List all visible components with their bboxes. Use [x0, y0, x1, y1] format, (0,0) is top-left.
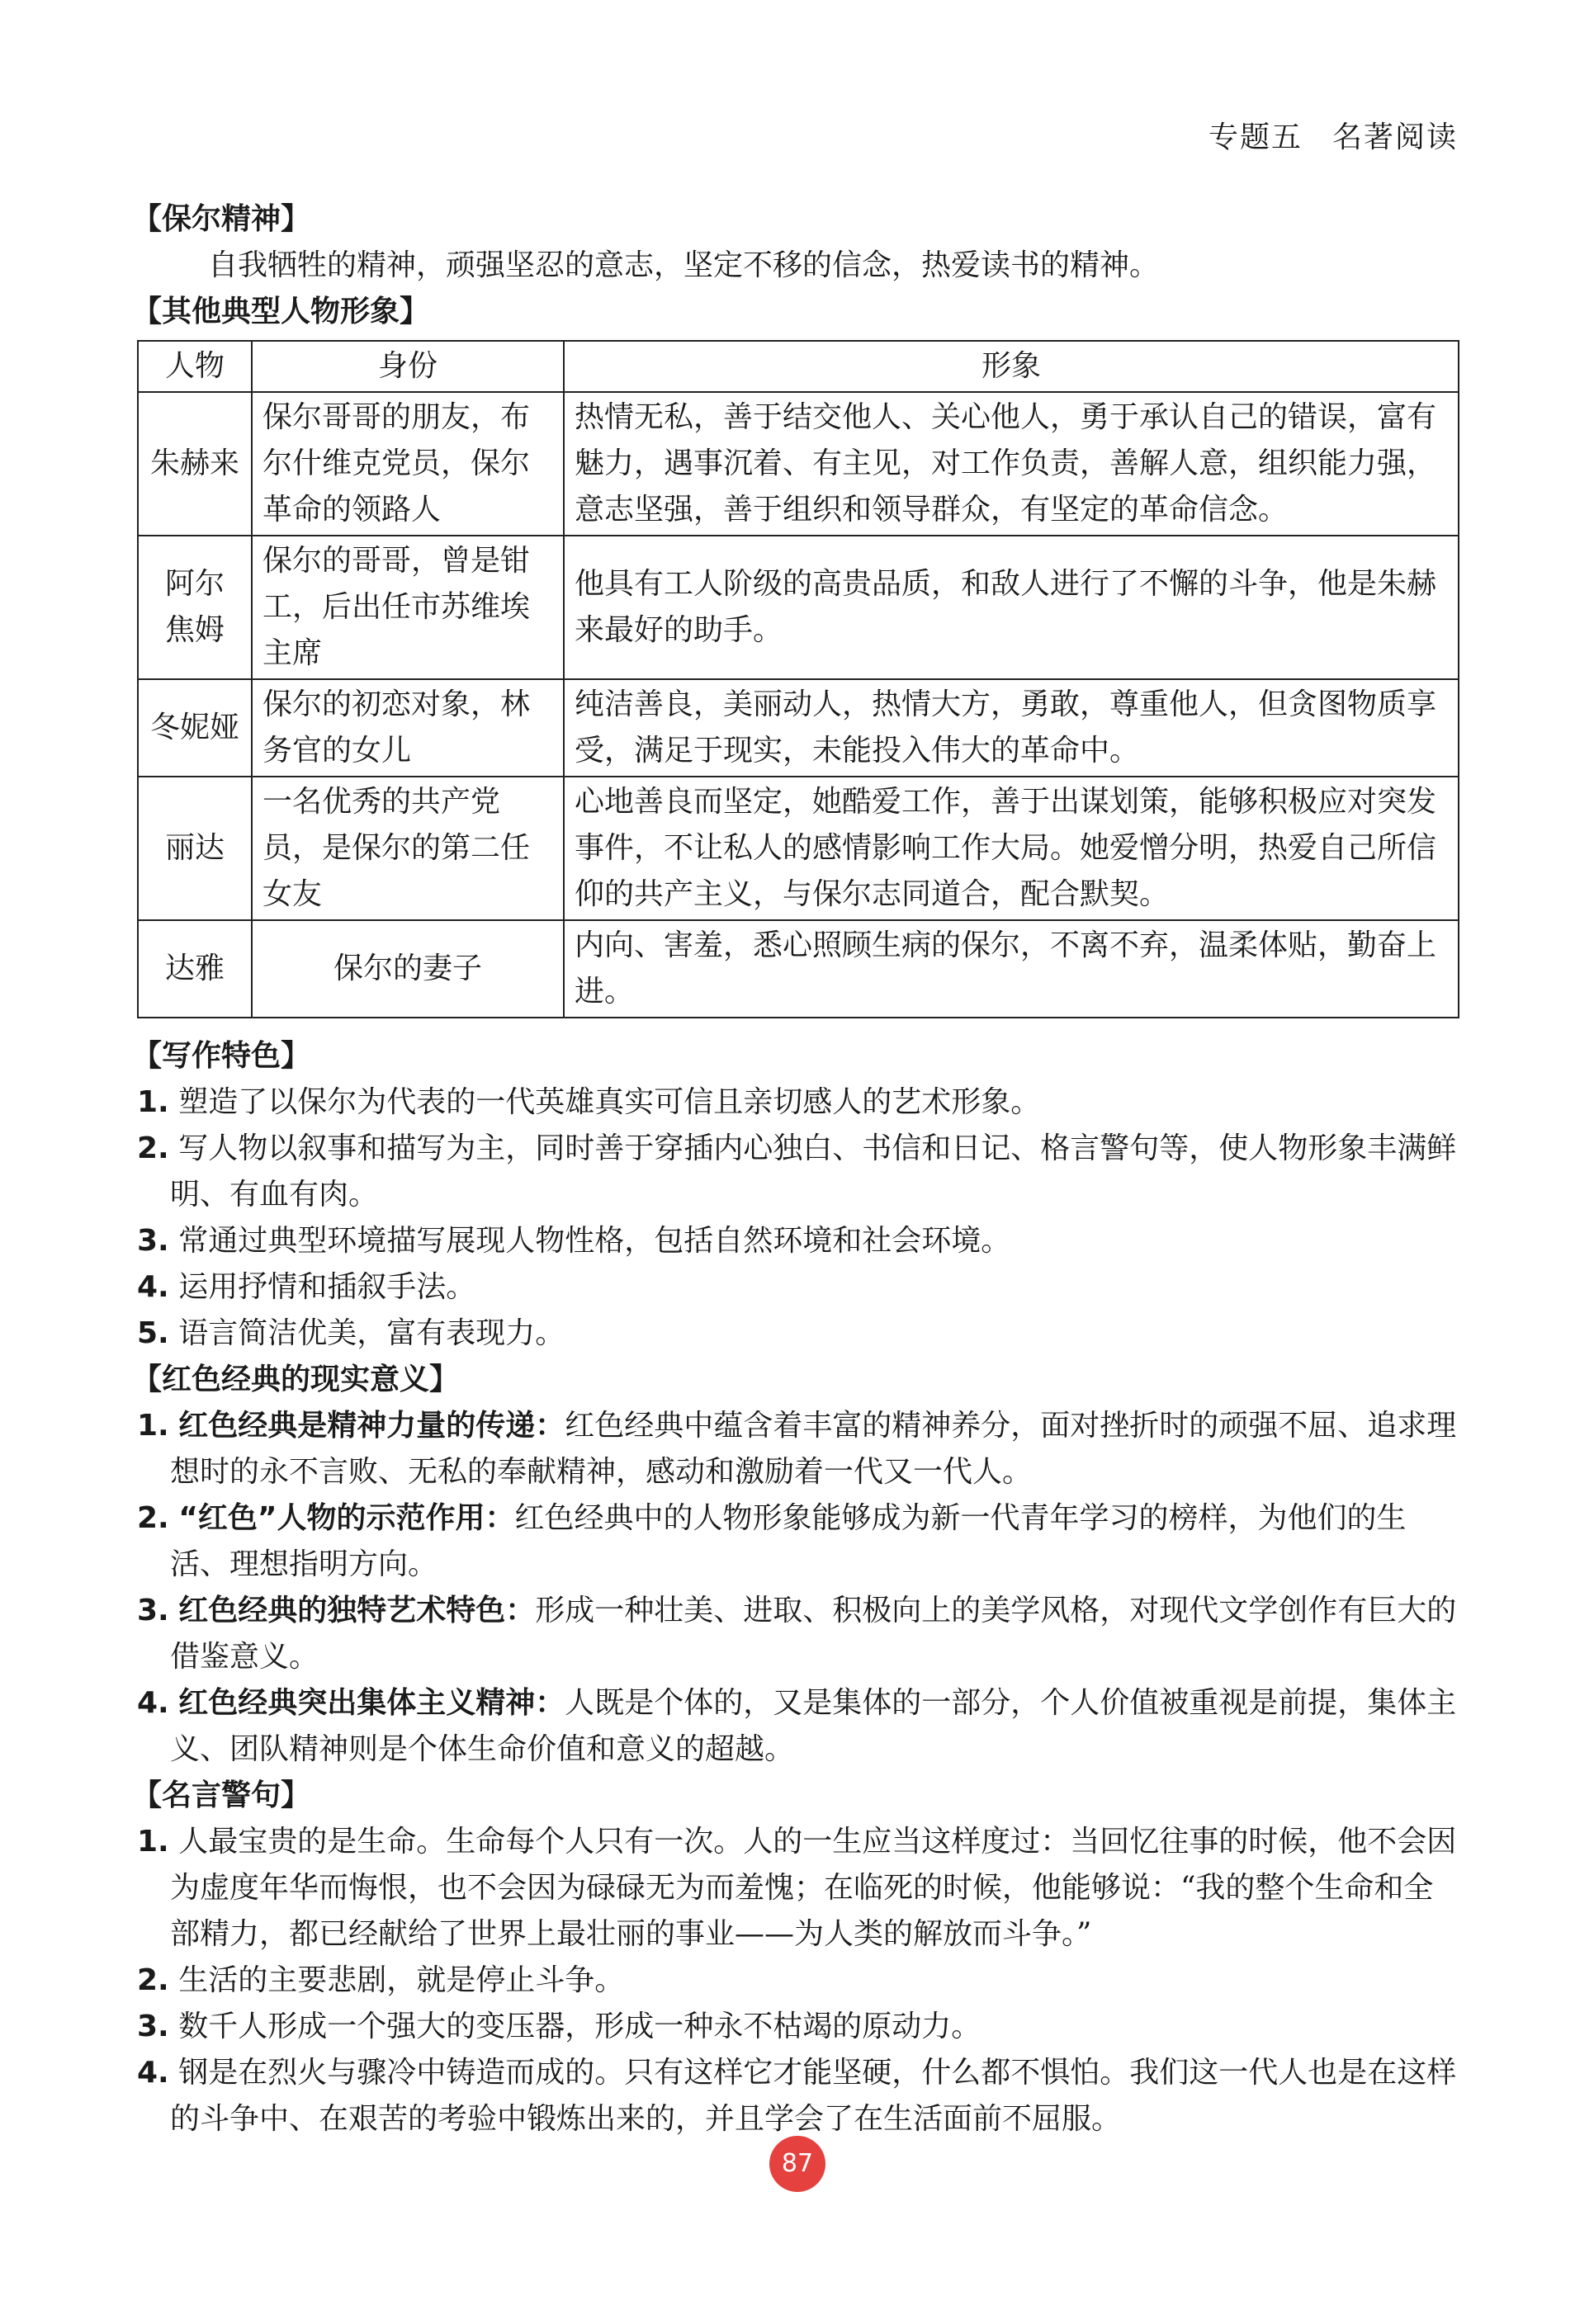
- table-header-row: [138, 341, 1459, 392]
- item-lead: 红色经典是精神力量的传递：: [178, 1409, 565, 1443]
- character-name: 朱赫来: [138, 392, 252, 536]
- character-name: [138, 536, 252, 679]
- character-table: [137, 340, 1459, 1018]
- writing-features-list: [137, 1079, 1458, 1357]
- item-text: 钢是在烈火与骤冷中铸造而成的。只有这样它才能坚硬，什么都不惧怕。我们这一代人也是在这样的斗争中、在艰苦的考验中锻炼出来的，并且学会了在生活面前不屈服。: [170, 2056, 1457, 2136]
- character-image: 他具有工人阶级的高贵品质，和敌人进行了不懈的斗争，他是朱赫来最好的助手。: [564, 536, 1459, 679]
- item-text: 运用抒情和插叙手法。: [178, 1270, 476, 1304]
- character-identity: 一名优秀的共产党员，是保尔的第二任女友: [252, 777, 564, 920]
- item-text: 生活的主要悲剧，就是停止斗争。: [178, 1963, 625, 1997]
- list-item: [137, 1311, 1458, 1357]
- item-number: 3.: [137, 1594, 169, 1627]
- list-item: [137, 1680, 1458, 1773]
- item-text: 人既是个体的，又是集体的一部分，个人价值被重视是前提，集体主义、团队精神则是个体生命价值和意义的超越。: [170, 1686, 1457, 1766]
- list-item: [137, 2004, 1458, 2050]
- item-text: 语言简洁优美，富有表现力。: [178, 1316, 565, 1350]
- table-row: [138, 679, 1459, 777]
- list-item: [137, 2050, 1458, 2142]
- red-classics-list: [137, 1403, 1458, 1773]
- red-classics-heading: 【红色经典的现实意义】: [132, 1363, 460, 1396]
- item-text: 常通过典型环境描写展现人物性格，包括自然环境和社会环境。: [178, 1224, 1011, 1258]
- quotes-list: [137, 1819, 1458, 2142]
- item-number: 3.: [137, 1224, 169, 1258]
- page-content: [132, 196, 1458, 2142]
- item-text: 人最宝贵的是生命。生命每个人只有一次。人的一生应当这样度过：当回忆往事的时候，他不会因为虚度年华而悔恨，也不会因为碌碌无为而羞愧；在临死的时候，他能够说：“我的整个生命和全部精力，都已经献给了世界上最壮丽的事业——为人类的解放而斗争。”: [170, 1825, 1457, 1951]
- item-number: 1.: [137, 1409, 169, 1443]
- paul-spirit-heading: 【保尔精神】: [132, 202, 311, 236]
- list-item: [137, 1958, 1458, 2004]
- character-identity: 保尔的初恋对象，林务官的女儿: [252, 679, 564, 777]
- list-item: [137, 1819, 1458, 1958]
- list-item: [137, 1264, 1458, 1311]
- list-item: [137, 1218, 1458, 1264]
- list-item: [137, 1495, 1458, 1588]
- character-identity: 保尔哥哥的朋友，布尔什维克党员，保尔革命的领路人: [252, 392, 564, 536]
- character-name-text: 阿尔焦姆: [164, 567, 225, 647]
- writing-features-heading: 【写作特色】: [132, 1039, 311, 1073]
- header-section: 专题五: [1208, 120, 1303, 154]
- character-name: 冬妮娅: [138, 679, 252, 777]
- item-text: 红色经典中的人物形象能够成为新一代青年学习的榜样，为他们的生活、理想指明方向。: [170, 1501, 1407, 1581]
- running-header: [1209, 114, 1458, 156]
- paul-spirit-text: 自我牺牲的精神，顽强坚忍的意志，坚定不移的信念，热爱读书的精神。: [208, 248, 1160, 282]
- character-image: 热情无私，善于结交他人、关心他人，勇于承认自己的错误，富有魅力，遇事沉着、有主见，对工作负责，善解人意，组织能力强，意志坚强，善于组织和领导群众，有坚定的革命信念。: [564, 392, 1459, 536]
- header-topic: 名著阅读: [1331, 120, 1458, 154]
- item-text: 塑造了以保尔为代表的一代英雄真实可信且亲切感人的艺术形象。: [178, 1085, 1041, 1119]
- table-row: [138, 536, 1459, 679]
- item-lead: 红色经典突出集体主义精神：: [178, 1686, 565, 1720]
- page-number-badge: 87: [769, 2136, 825, 2192]
- item-text: 数千人形成一个强大的变压器，形成一种永不枯竭的原动力。: [178, 2010, 981, 2043]
- character-image: 心地善良而坚定，她酷爱工作，善于出谋划策，能够积极应对突发事件，不让私人的感情影响工作大局。她爱憎分明，热爱自己所信仰的共产主义，与保尔志同道合，配合默契。: [564, 777, 1459, 920]
- character-image: 纯洁善良，美丽动人，热情大方，勇敢，尊重他人，但贪图物质享受，满足于现实，未能投入伟大的革命中。: [564, 679, 1459, 777]
- item-text: 形成一种壮美、进取、积极向上的美学风格，对现代文学创作有巨大的借鉴意义。: [170, 1594, 1457, 1674]
- character-name: 达雅: [138, 920, 252, 1018]
- column-header-identity: 身份: [252, 341, 564, 392]
- item-number: 1.: [137, 1085, 169, 1119]
- character-image: 内向、害羞，悉心照顾生病的保尔，不离不弃，温柔体贴，勤奋上进。: [564, 920, 1459, 1018]
- list-item: [137, 1079, 1458, 1126]
- item-text: 红色经典中蕴含着丰富的精神养分，面对挫折时的顽强不屈、追求理想时的永不言败、无私的奉献精神，感动和激励着一代又一代人。: [170, 1409, 1457, 1489]
- item-number: 2.: [137, 1131, 169, 1165]
- item-number: 3.: [137, 2010, 169, 2043]
- item-number: 2.: [137, 1963, 169, 1997]
- item-number: 4.: [137, 1270, 169, 1304]
- list-item: [137, 1126, 1458, 1218]
- table-row: [138, 392, 1459, 536]
- list-item: [137, 1588, 1458, 1680]
- character-identity: 保尔的哥哥，曾是钳工，后出任市苏维埃主席: [252, 536, 564, 679]
- typical-characters-heading: 【其他典型人物形象】: [132, 295, 430, 328]
- item-number: 2.: [137, 1501, 169, 1535]
- column-header-image: 形象: [564, 341, 1459, 392]
- character-identity: 保尔的妻子: [252, 920, 564, 1018]
- item-number: 5.: [137, 1316, 169, 1350]
- character-name: 丽达: [138, 777, 252, 920]
- item-text: 写人物以叙事和描写为主，同时善于穿插内心独白、书信和日记、格言警句等，使人物形象丰满鲜明、有血有肉。: [170, 1131, 1457, 1212]
- quotes-heading: 【名言警句】: [132, 1778, 311, 1812]
- item-number: 4.: [137, 1686, 169, 1720]
- column-header-name: 人物: [138, 341, 252, 392]
- table-row: [138, 777, 1459, 920]
- item-lead: 红色经典的独特艺术特色：: [178, 1594, 536, 1627]
- list-item: [137, 1403, 1458, 1495]
- item-number: 4.: [137, 2056, 169, 2090]
- item-lead: “红色”人物的示范作用：: [178, 1501, 515, 1535]
- item-number: 1.: [137, 1825, 169, 1859]
- table-row: [138, 920, 1459, 1018]
